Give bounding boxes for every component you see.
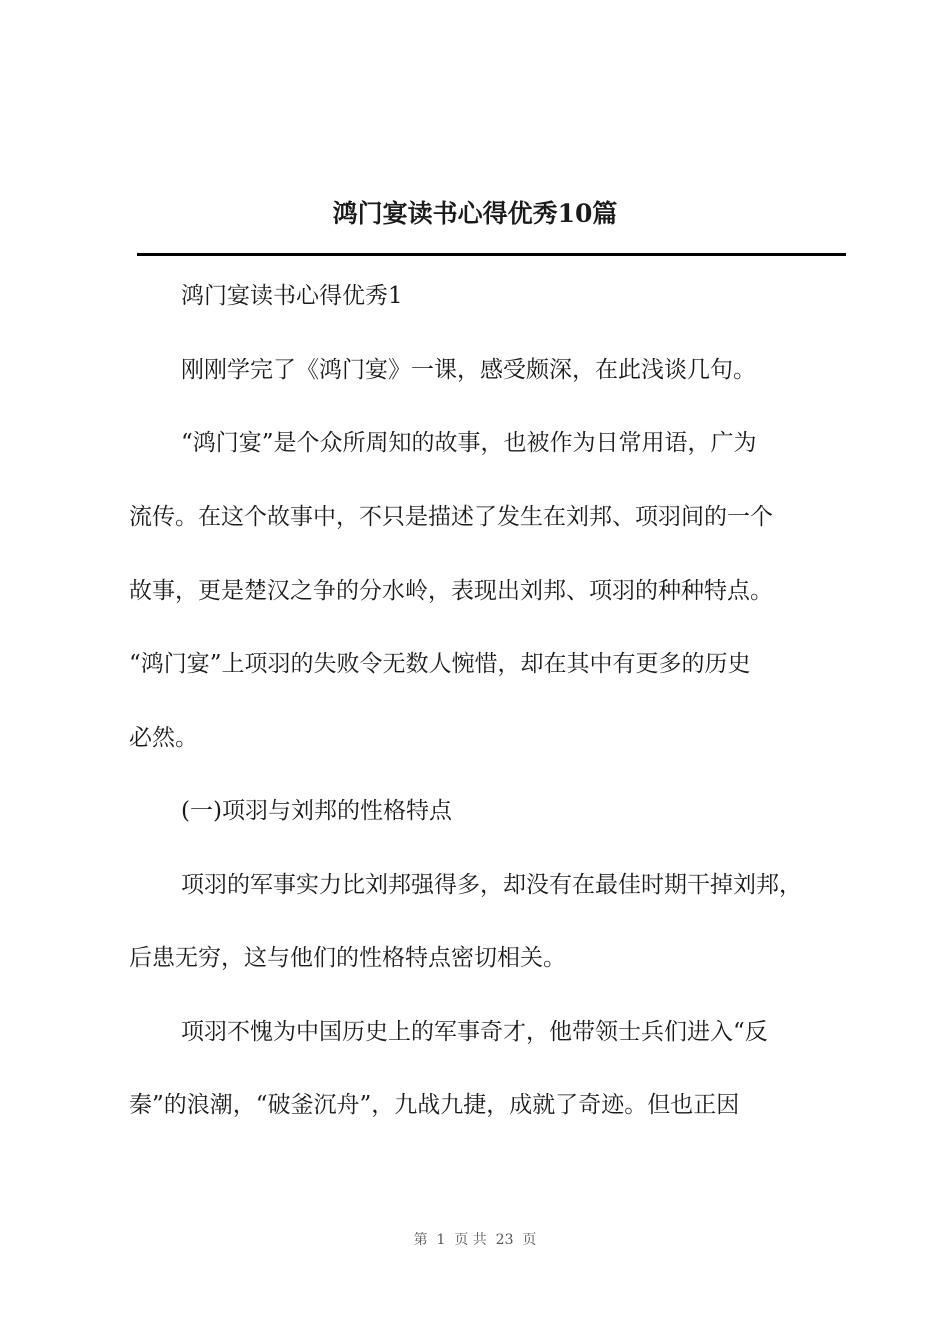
paragraph-line: 项羽不愧为中国历史上的军事奇才，他带领士兵们进入“反 [181, 1019, 768, 1045]
paragraph-line: 必然。 [129, 725, 198, 751]
paragraph-line: 秦”的浪潮，“破釜沉舟”，九战九捷，成就了奇迹。但也正因 [129, 1092, 740, 1118]
subsection-heading: (一)项羽与刘邦的性格特点 [181, 798, 452, 824]
paragraph-line: 刚刚学完了《鸿门宴》一课，感受颇深，在此浅谈几句。 [181, 357, 756, 383]
paragraph-line: “鸿门宴”上项羽的失败令无数人惋惜，却在其中有更多的历史 [129, 651, 751, 677]
title-divider [137, 253, 846, 256]
paragraph-line: 项羽的军事实力比刘邦强得多，却没有在最佳时期干掉刘邦， [181, 872, 802, 898]
document-title: 鸿门宴读书心得优秀10篇 [332, 199, 618, 228]
page-number-footer: 第 1 页 共 23 页 [413, 1232, 537, 1248]
paragraph-line: 故事，更是楚汉之争的分水岭，表现出刘邦、项羽的种种特点。 [129, 578, 773, 604]
paragraph-line: 流传。在这个故事中，不只是描述了发生在刘邦、项羽间的一个 [129, 504, 773, 530]
paragraph-line: 后患无穷，这与他们的性格特点密切相关。 [129, 945, 566, 971]
paragraph-line: “鸿门宴”是个众所周知的故事，也被作为日常用语，广为 [181, 430, 757, 456]
section-heading: 鸿门宴读书心得优秀1 [181, 283, 403, 309]
